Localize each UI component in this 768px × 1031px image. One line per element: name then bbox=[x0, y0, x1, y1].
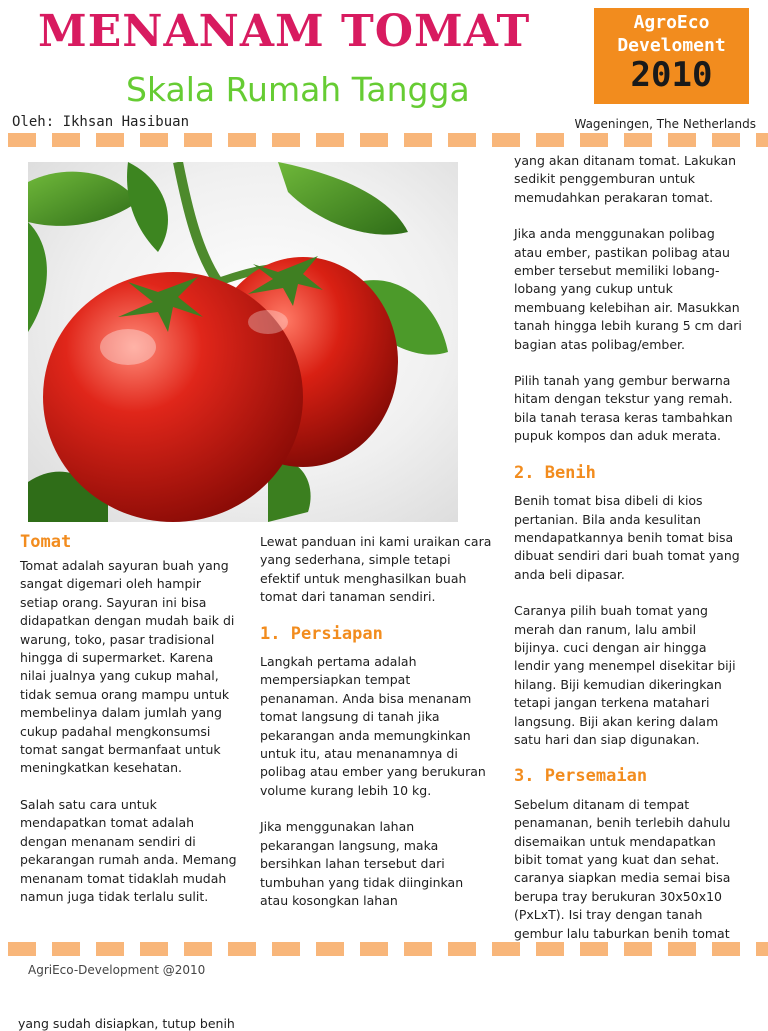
dash-segment bbox=[8, 133, 36, 147]
dash-segment bbox=[360, 942, 388, 956]
dash-segment bbox=[228, 942, 256, 956]
paragraph: Langkah pertama adalah mempersiapkan tempat penanaman. Anda bisa menanam tomat langsung di tanah jika pekarangan anda memungkinkan untuk itu, atau menanamnya di polibag atau ember yang berukuran volume kurang lebih 10 kg. bbox=[260, 654, 486, 798]
dash-segment bbox=[140, 942, 168, 956]
dash-segment bbox=[52, 942, 80, 956]
section-heading-benih: 2. Benih bbox=[514, 462, 596, 483]
dash-segment bbox=[360, 133, 388, 147]
badge-line2: Develoment bbox=[617, 35, 726, 56]
dash-segment bbox=[624, 133, 652, 147]
dash-segment bbox=[668, 133, 696, 147]
paragraph: yang akan ditanam tomat. Lakukan sedikit penggemburan untuk memudahkan perakaran tomat. bbox=[514, 153, 737, 205]
dash-segment bbox=[228, 133, 256, 147]
dash-segment bbox=[272, 133, 300, 147]
column-3 bbox=[514, 152, 744, 961]
dash-segment bbox=[756, 942, 768, 956]
dash-segment bbox=[316, 942, 344, 956]
dash-segment bbox=[536, 133, 564, 147]
dash-segment bbox=[96, 942, 124, 956]
dash-segment bbox=[448, 133, 476, 147]
column-2 bbox=[260, 533, 492, 928]
dash-segment bbox=[668, 942, 696, 956]
dash-segment bbox=[536, 942, 564, 956]
page-title: MENANAM TOMAT bbox=[38, 6, 531, 57]
page-subtitle: Skala Rumah Tangga bbox=[126, 70, 470, 109]
dash-segment bbox=[712, 942, 740, 956]
next-page-text: yang sudah disiapkan, tutup benih bbox=[18, 1016, 235, 1031]
dash-segment bbox=[184, 942, 212, 956]
paragraph: Salah satu cara untuk mendapatkan tomat adalah dengan menanam sendiri di pekarangan rumah anda. Memang menanam tomat tidaklah mudah namun juga tidak terlalu sulit. bbox=[20, 796, 237, 904]
dash-segment bbox=[492, 133, 520, 147]
dashed-divider-bottom bbox=[0, 942, 768, 956]
footer-credit: AgriEco-Development @2010 bbox=[28, 963, 206, 977]
dash-segment bbox=[404, 942, 432, 956]
dash-segment bbox=[712, 133, 740, 147]
dash-segment bbox=[580, 133, 608, 147]
paragraph: Benih tomat bisa dibeli di kios pertanian. Bila anda kesulitan mendapatkannya benih tomat bisa dibuat sendiri dari buah tomat yang anda beli dipasar. bbox=[514, 493, 740, 582]
dash-segment bbox=[96, 133, 124, 147]
tomato-illustration bbox=[28, 162, 458, 522]
section-heading-persiapan: 1. Persiapan bbox=[260, 623, 383, 644]
dash-segment bbox=[184, 133, 212, 147]
paragraph: Caranya pilih buah tomat yang merah dan ranum, lalu ambil bijinya. cuci dengan air hingga lendir yang menempel disekitar biji hilang. Biji kemudian dikeringkan tetapi jangan terkena matahari langsung. Biji akan kering dalam satu hari dan siap digunakan. bbox=[514, 603, 736, 747]
column-1 bbox=[20, 557, 238, 924]
dash-segment bbox=[624, 942, 652, 956]
dash-segment bbox=[52, 133, 80, 147]
tomato-photo bbox=[28, 162, 458, 522]
paragraph: Jika anda menggunakan polibag atau ember, pastikan polibag atau ember tersebut memiliki lobang-lobang yang cukup untuk membuang kelebihan air. Masukkan tanah hingga lebih kurang 5 cm dari bagian atas polibag/ember. bbox=[514, 226, 742, 352]
dash-segment bbox=[448, 942, 476, 956]
dash-segment bbox=[492, 942, 520, 956]
publisher-badge bbox=[594, 8, 749, 104]
dash-segment bbox=[272, 942, 300, 956]
dash-segment bbox=[580, 942, 608, 956]
badge-line1: AgroEco bbox=[633, 12, 710, 33]
dash-segment bbox=[316, 133, 344, 147]
location-label: Wageningen, The Netherlands bbox=[574, 117, 756, 131]
badge-year: 2010 bbox=[630, 55, 713, 95]
dash-segment bbox=[756, 133, 768, 147]
paragraph: Jika menggunakan lahan pekarangan langsung, maka bersihkan lahan tersebut dari tumbuhan yang tidak diinginkan atau kosongkan lahan bbox=[260, 819, 464, 908]
paragraph: Pilih tanah yang gembur berwarna hitam dengan tekstur yang remah. bila tanah terasa keras tambahkan pupuk kompos dan aduk merata. bbox=[514, 373, 733, 444]
paragraph: Lewat panduan ini kami uraikan cara yang sederhana, simple tetapi efektif untuk menghasilkan buah tomat dari tanaman sendiri. bbox=[260, 534, 492, 605]
dash-segment bbox=[140, 133, 168, 147]
section-heading-tomat: Tomat bbox=[20, 532, 72, 552]
paragraph: Tomat adalah sayuran buah yang sangat digemari oleh hampir setiap orang. Sayuran ini bisa didapatkan dengan mudah baik di warung, toko, pasar tradisional hingga di supermarket. Karena nilai jualnya yang cukup mahal, tidak semua orang mampu untuk membelinya dalam jumlah yang cukup padahal mengkonsumsi tomat sangat bermanfaat untuk meningkatkan kesehatan. bbox=[20, 558, 235, 776]
author-byline: Oleh: Ikhsan Hasibuan bbox=[12, 114, 190, 130]
dash-segment bbox=[8, 942, 36, 956]
dash-segment bbox=[404, 133, 432, 147]
section-heading-persemaian: 3. Persemaian bbox=[514, 766, 648, 787]
paragraph: Sebelum ditanam di tempat penamanan, benih terlebih dahulu disemaikan untuk mendapatkan bibit tomat yang kuat dan sehat. caranya siapkan media semai bisa berupa tray berukuran 30x50x10 (PxLxT). Isi tray dengan tanah gembur lalu taburkan benih tomat bbox=[514, 796, 731, 941]
dashed-divider-top bbox=[0, 133, 768, 147]
